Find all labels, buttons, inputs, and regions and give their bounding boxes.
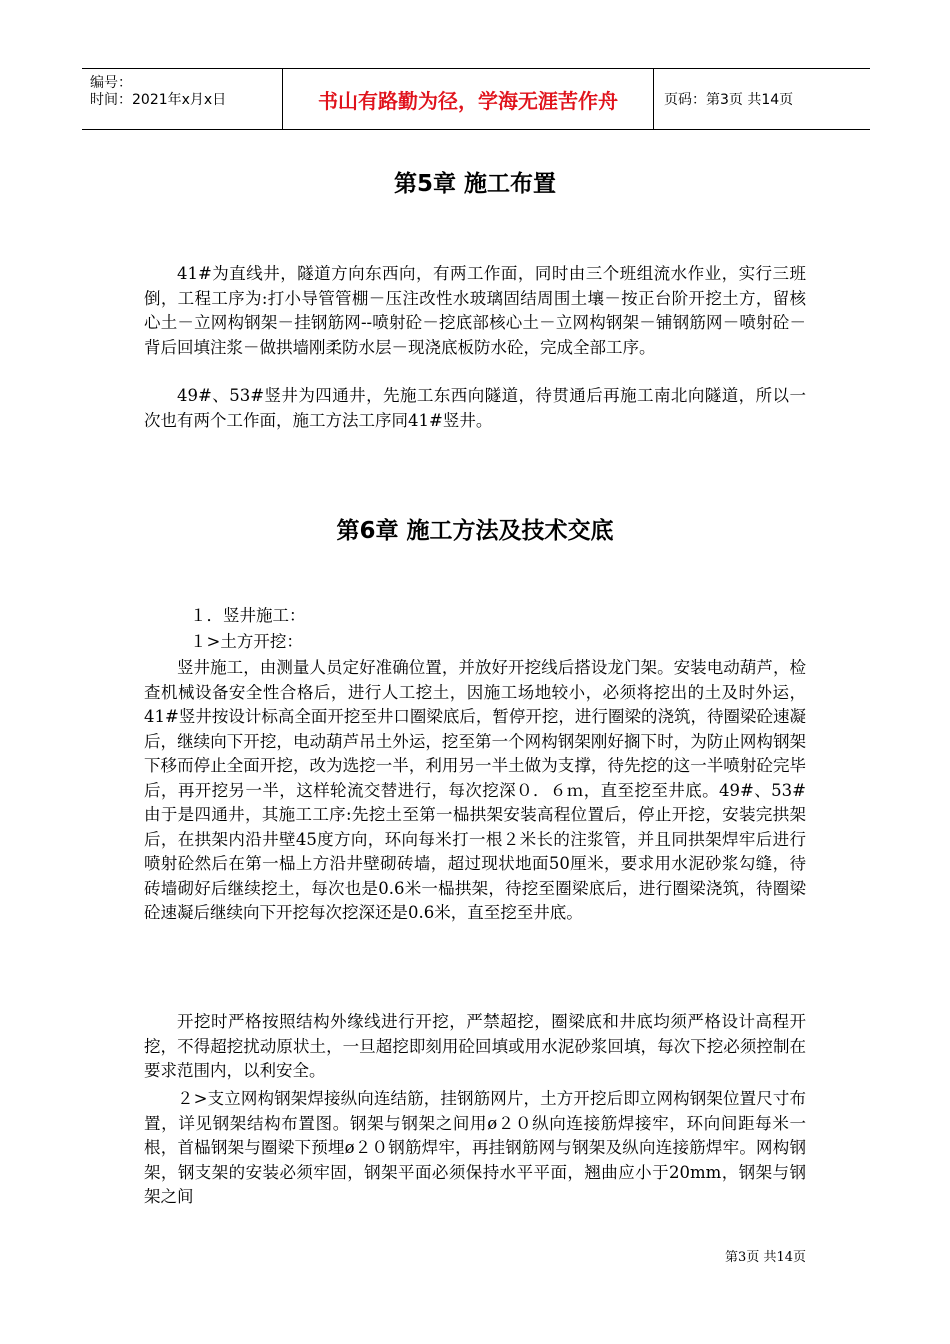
header-motto: 书山有路勤为径，学海无涯苦作舟: [282, 69, 654, 129]
header-page-info: 页码：第3页 共14页: [664, 92, 794, 108]
section-heading-shaft: １．竖井施工：: [190, 606, 306, 625]
chapter6-paragraph-1: 竖井施工，由测量人员定好准确位置，并放好开挖线后搭设龙门架。安装电动葫芦，检查机械设备安全性合格后，进行人工挖土，因施工场地较小，必须将挖出的土及时外运，41#竖井按设计标高全面开挖至井口圈梁底后，暂停开挖，进行圈梁的浇筑，待圈梁砼速凝后，继续向下开挖，电动葫芦吊土外运，挖至第一个网构钢架刚好搁下时，为防止网构钢架下移而停止全面开挖，改为选挖一半，利用另一半土做为支撑，待先挖的这一半喷射砼完毕后，再开挖另一半，这样轮流交替进行，每次挖深０．６ｍ，直至挖至井底。49#、53#由于是四通井，其施工工序:先挖土至第一榀拱架安装高程位置后，停止开挖，安装完拱架后，在拱架内沿井壁45度方向，环向每米打一根２米长的注浆管，并且同拱架焊牢后进行喷射砼然后在第一榀上方沿井壁砌砖墙，超过现状地面50厘米，要求用水泥砂浆勾缝，待砖墙砌好后继续挖土，每次也是0.6米一榀拱架，待挖至圈梁底后，进行圈梁浇筑，待圈梁砼速凝后继续向下开挖每次挖深还是0.6米，直至挖至井底。: [144, 658, 806, 922]
header-meta: [82, 69, 282, 129]
time-label: 时间：2021年x月x日: [90, 92, 227, 108]
chapter6-paragraph-3: ２>支立网构钢架焊接纵向连结筋，挂钢筋网片，土方开挖后即立网构钢架位置尺寸布置，详见钢架结构布置图。钢架与钢架之间用ø２０纵向连接筋焊接牢，环向间距每米一根，首榀钢架与圈梁下预埋ø２０钢筋焊牢，再挂钢筋网与钢架及纵向连接筋焊牢。网构钢架，钢支架的安装必须牢固，钢架平面必须保持水平平面，翘曲应小于20mm，钢架与钢架之间: [144, 1089, 806, 1206]
number-label: 编号：: [90, 75, 132, 91]
chapter5-paragraph-1: 41#为直线井，隧道方向东西向，有两工作面，同时由三个班组流水作业，实行三班倒，工程工序为:打小导管管棚－压注改性水玻璃固结周围土壤－按正台阶开挖土方，留核心土－立网构钢架－挂钢筋网--喷射砼－挖底部核心土－立网构钢架－铺钢筋网－喷射砼－背后回填注浆－做拱墙刚柔防水层－现浇底板防水砼，完成全部工序。: [144, 264, 806, 357]
chapter5-title: 第5章 施工布置: [393, 171, 556, 197]
chapter6-paragraph-2: 开挖时严格按照结构外缘线进行开挖，严禁超挖，圈梁底和井底均须严格设计高程开挖，不得超挖扰动原状土，一旦超挖即刻用砼回填或用水泥砂浆回填，每次下挖必须控制在要求范围内，以利安全。: [144, 1012, 806, 1080]
chapter6-title: 第6章 施工方法及技术交底: [336, 518, 614, 544]
chapter5-paragraph-2: 49#、53#竖井为四通井，先施工东西向隧道，待贯通后再施工南北向隧道，所以一次也有两个工作面，施工方法工序同41#竖井。: [144, 386, 806, 430]
page-footer: 第3页 共14页: [725, 1250, 806, 1265]
page-header: [82, 68, 870, 130]
subsection-heading-excavation: １>土方开挖：: [190, 632, 303, 651]
